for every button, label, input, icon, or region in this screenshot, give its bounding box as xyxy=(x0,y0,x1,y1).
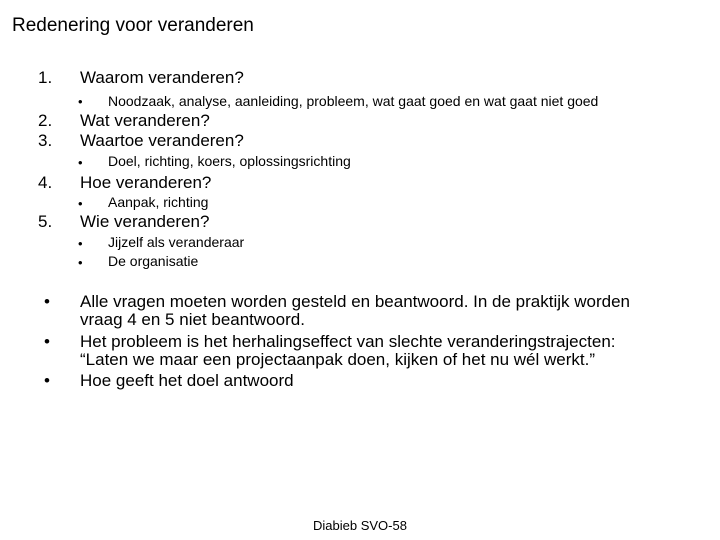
point-1-line-1: Alle vragen moeten worden gesteld en beantwoord. In de praktijk worden xyxy=(80,292,631,311)
point-2-line-1: Het probleem is het herhalingseffect van slechte veranderingstrajecten: xyxy=(80,332,616,351)
bullet-marker: • xyxy=(78,236,83,251)
sub-item-organisatie: De organisatie xyxy=(108,253,199,269)
question-waartoe: Waartoe veranderen? xyxy=(80,131,244,150)
bullet-marker: • xyxy=(44,332,50,351)
question-wat: Wat veranderen? xyxy=(80,111,210,130)
question-waarom: Waarom veranderen? xyxy=(80,68,244,87)
page-title: Redenering voor veranderen xyxy=(12,15,254,36)
bullet-marker: • xyxy=(78,255,83,270)
bullet-marker: • xyxy=(78,94,83,109)
list-number-4: 4. xyxy=(38,173,53,192)
list-number-2: 2. xyxy=(38,111,53,130)
list-number-3: 3. xyxy=(38,131,53,150)
sub-item-jijzelf: Jijzelf als veranderaar xyxy=(108,234,245,250)
point-2-line-2: “Laten we maar een projectaanpak doen, kijken of het nu wél werkt.” xyxy=(80,350,596,369)
sub-item-waartoe: Doel, richting, koers, oplossingsrichting xyxy=(108,153,351,169)
point-1-line-2: vraag 4 en 5 niet beantwoord. xyxy=(80,310,305,329)
point-3-line-1: Hoe geeft het doel antwoord xyxy=(80,371,294,390)
list-number-1: 1. xyxy=(38,68,53,87)
bullet-marker: • xyxy=(78,155,83,170)
sub-item-waarom: Noodzaak, analyse, aanleiding, probleem, wat gaat goed en wat gaat niet goed xyxy=(108,93,599,109)
question-wie: Wie veranderen? xyxy=(80,212,210,231)
footer-label: Diabieb SVO-58 xyxy=(313,518,407,533)
bullet-marker: • xyxy=(44,292,50,311)
question-hoe: Hoe veranderen? xyxy=(80,173,212,192)
bullet-marker: • xyxy=(44,371,50,390)
sub-item-hoe: Aanpak, richting xyxy=(108,194,209,210)
bullet-marker: • xyxy=(78,196,83,211)
list-number-5: 5. xyxy=(38,212,53,231)
